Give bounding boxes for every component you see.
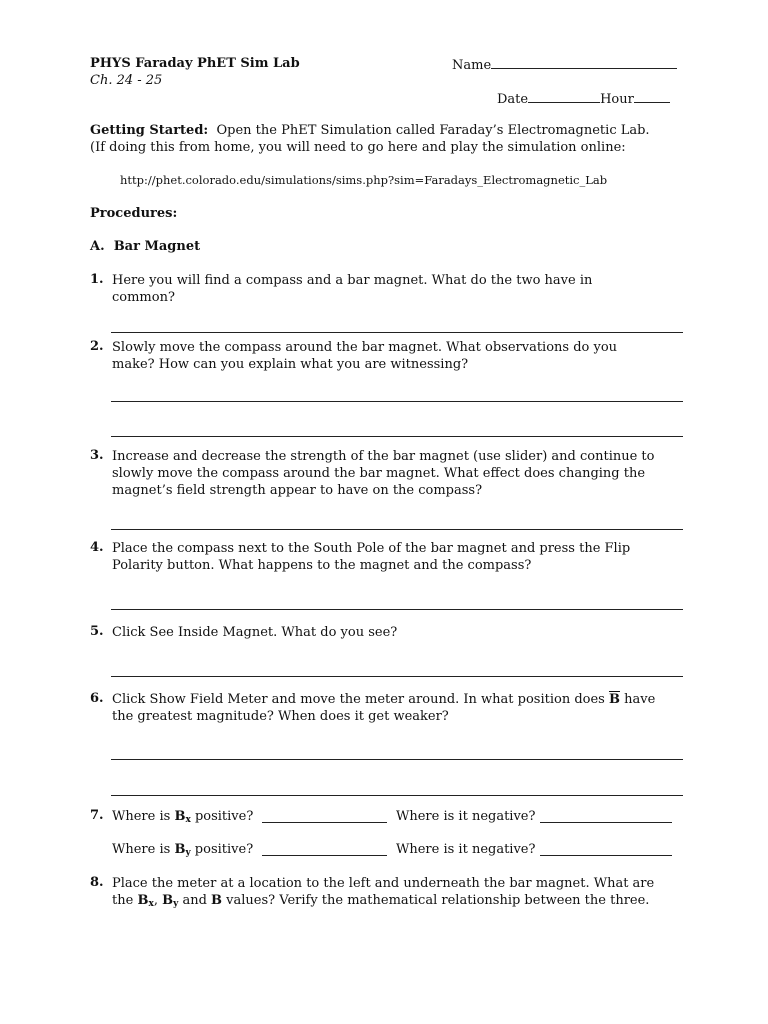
q1-number: 1. bbox=[90, 272, 104, 287]
date-blank[interactable] bbox=[528, 90, 600, 103]
q7-number: 7. bbox=[90, 808, 104, 823]
q8-line-2 bbox=[112, 892, 654, 913]
q5-number: 5. bbox=[90, 624, 104, 639]
b-vector-symbol: $\overline{B}$ bbox=[608, 692, 620, 707]
name-field bbox=[452, 56, 677, 73]
q7-y-where-label: Where is bbox=[112, 842, 175, 857]
q3-answer-line[interactable] bbox=[111, 529, 683, 530]
simulation-url: http://phet.colorado.edu/simulations/sims.php?sim=Faradays_Electromagnetic_Lab bbox=[120, 173, 608, 187]
q2-number: 2. bbox=[90, 339, 104, 354]
procedures-heading: Procedures: bbox=[90, 206, 178, 221]
q6-line-1b: have bbox=[619, 692, 656, 707]
q8-bx-symbol: B bbox=[137, 893, 149, 908]
q8-line-2a: the bbox=[112, 893, 138, 908]
q4-line-1: Place the compass next to the South Pole of the bar magnet and press the Flip bbox=[112, 541, 631, 556]
bx-subscript: x bbox=[185, 815, 191, 825]
q2-answer-line-1[interactable] bbox=[111, 401, 683, 402]
q8-b-symbol: B bbox=[211, 893, 223, 908]
q1-line-1: Here you will find a compass and a bar magnet. What do the two have in bbox=[112, 273, 593, 288]
by-subscript: y bbox=[185, 848, 191, 858]
q8-by-subscript: y bbox=[173, 899, 179, 909]
q8-number: 8. bbox=[90, 875, 104, 890]
q2-text bbox=[112, 339, 617, 373]
intro-text-2: (If doing this from home, you will need to go here and play the simulation online: bbox=[90, 140, 626, 155]
q3-line-3: magnet’s field strength appear to have on the compass? bbox=[112, 483, 483, 498]
q5-answer-line[interactable] bbox=[111, 676, 683, 677]
date-hour-field bbox=[497, 90, 670, 107]
q6-line-1a: Click Show Field Meter and move the meter around. In what position does bbox=[112, 692, 609, 707]
intro-text-1: Open the PhET Simulation called Faraday’s Electromagnetic Lab. bbox=[216, 123, 650, 138]
section-a-letter: A. bbox=[90, 239, 105, 254]
q3-number: 3. bbox=[90, 448, 104, 463]
q1-answer-line[interactable] bbox=[111, 332, 683, 333]
q6-line-1 bbox=[112, 691, 655, 708]
bx-negative-blank[interactable] bbox=[540, 822, 672, 823]
q7-x-positive-label: positive? bbox=[190, 809, 254, 824]
q6-answer-line-2[interactable] bbox=[111, 795, 683, 796]
q7-row-x bbox=[112, 808, 253, 829]
chapter-label: Ch. 24 - 25 bbox=[90, 73, 163, 88]
hour-blank[interactable] bbox=[634, 90, 670, 103]
q2-answer-line-2[interactable] bbox=[111, 436, 683, 437]
q6-line-2: the greatest magnitude? When does it get weaker? bbox=[112, 709, 449, 724]
q8-text bbox=[112, 875, 654, 913]
q4-answer-line[interactable] bbox=[111, 609, 683, 610]
q2-line-2: make? How can you explain what you are witnessing? bbox=[112, 357, 469, 372]
bx-symbol: B bbox=[174, 809, 186, 824]
name-blank[interactable] bbox=[491, 56, 677, 69]
q8-and: and bbox=[178, 893, 212, 908]
q7-x-negative-label: Where is it negative? bbox=[396, 809, 536, 824]
q4-line-2: Polarity button. What happens to the magnet and the compass? bbox=[112, 558, 532, 573]
q2-line-1: Slowly move the compass around the bar magnet. What observations do you bbox=[112, 340, 618, 355]
q8-by-symbol: B bbox=[162, 893, 174, 908]
by-negative-blank[interactable] bbox=[540, 855, 672, 856]
q3-line-2: slowly move the compass around the bar magnet. What effect does changing the bbox=[112, 466, 646, 481]
q7-row-y bbox=[112, 841, 253, 862]
q5-text: Click See Inside Magnet. What do you see? bbox=[112, 625, 398, 640]
worksheet-title: PHYS Faraday PhET Sim Lab bbox=[90, 56, 300, 71]
q6-answer-line-1[interactable] bbox=[111, 759, 683, 760]
q4-text bbox=[112, 540, 630, 574]
getting-started-label: Getting Started: bbox=[90, 123, 209, 138]
hour-label: Hour bbox=[600, 92, 634, 107]
name-label: Name bbox=[452, 58, 492, 73]
q1-line-2: common? bbox=[112, 290, 175, 305]
q4-number: 4. bbox=[90, 540, 104, 555]
date-label: Date bbox=[497, 92, 529, 107]
q7-y-negative-label: Where is it negative? bbox=[396, 842, 536, 857]
bx-positive-blank[interactable] bbox=[262, 822, 387, 823]
q3-line-1: Increase and decrease the strength of the bar magnet (use slider) and continue to bbox=[112, 449, 655, 464]
section-a-title: Bar Magnet bbox=[113, 239, 201, 254]
q8-comma: , bbox=[153, 893, 163, 908]
q7-x-where-label: Where is bbox=[112, 809, 175, 824]
q8-bx-subscript: x bbox=[148, 899, 154, 909]
by-symbol: B bbox=[174, 842, 186, 857]
by-positive-blank[interactable] bbox=[262, 855, 387, 856]
intro-line-1 bbox=[90, 123, 650, 138]
q8-line-1: Place the meter at a location to the left and underneath the bar magnet. What are bbox=[112, 876, 655, 891]
q6-number: 6. bbox=[90, 691, 104, 706]
section-a-heading bbox=[90, 239, 200, 254]
q7-y-positive-label: positive? bbox=[190, 842, 254, 857]
q3-text bbox=[112, 448, 654, 499]
q1-text bbox=[112, 272, 592, 306]
q8-line-2b: values? Verify the mathematical relationship between the three. bbox=[222, 893, 650, 908]
q6-text bbox=[112, 691, 655, 725]
